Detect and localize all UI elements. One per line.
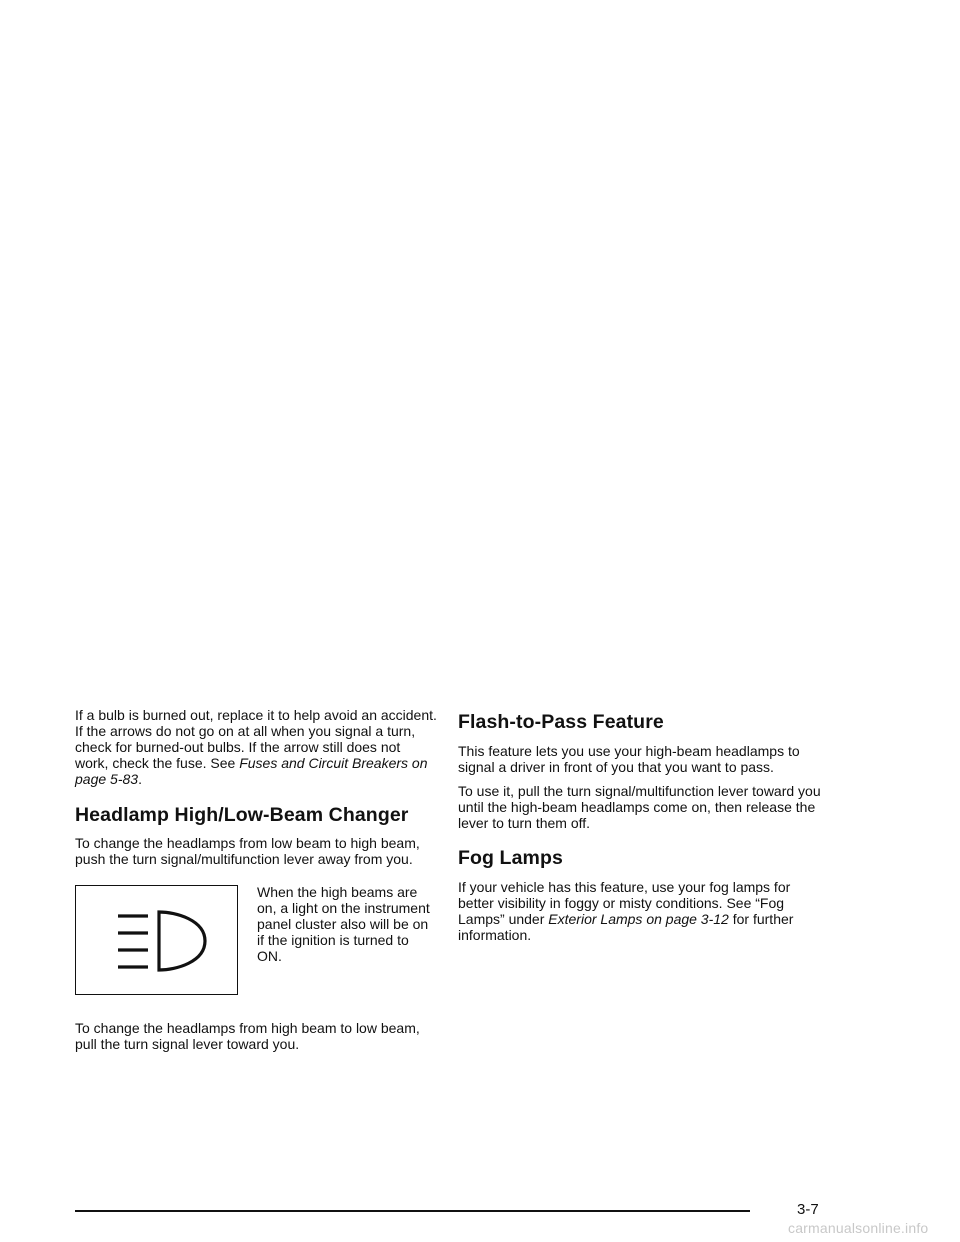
high-beam-paragraph: To change the headlamps from low beam to high beam, push the turn signal/multifunction lever away from you. bbox=[75, 835, 420, 867]
flash-to-pass-paragraph-2: To use it, pull the turn signal/multifunction lever toward you until the high-beam headlamps come on, then release the lever to turn them off. bbox=[458, 783, 821, 831]
fuses-reference-link[interactable]: Fuses and Circuit Breakers on page 5-83 bbox=[75, 755, 428, 787]
fog-lamps-paragraph bbox=[458, 879, 828, 943]
high-beam-icon-frame bbox=[75, 885, 238, 995]
bulb-text-end: . bbox=[138, 771, 142, 787]
footer-rule bbox=[75, 1210, 750, 1212]
fog-text-end: for further information. bbox=[458, 911, 794, 943]
right-column bbox=[458, 707, 828, 943]
high-beam-headlamp-icon bbox=[76, 886, 236, 993]
page-number: 3-7 bbox=[797, 1201, 819, 1218]
exterior-lamps-reference-link[interactable]: Exterior Lamps on page 3-12 bbox=[548, 911, 729, 927]
fog-text: If your vehicle has this feature, use your fog lamps for better visibility in foggy or misty conditions. See “Fog Lamps” under bbox=[458, 879, 791, 927]
high-beam-indicator-text: When the high beams are on, a light on the instrument panel cluster also will be on if the ignition is turned to ON. bbox=[257, 884, 430, 964]
fog-lamps-heading: Fog Lamps bbox=[458, 847, 563, 869]
headlamp-changer-heading: Headlamp High/Low-Beam Changer bbox=[75, 804, 409, 826]
high-beam-figure bbox=[75, 885, 437, 995]
bulb-paragraph bbox=[75, 707, 437, 787]
flash-to-pass-heading: Flash-to-Pass Feature bbox=[458, 711, 664, 733]
low-beam-paragraph: To change the headlamps from high beam to low beam, pull the turn signal lever toward you. bbox=[75, 1020, 420, 1052]
bulb-text: If a bulb is burned out, replace it to help avoid an accident. If the arrows do not go on at all when you signal a turn, check for burned-out bulbs. If the arrow still does not work, check the fuse. See bbox=[75, 707, 437, 771]
left-column bbox=[75, 707, 437, 1052]
flash-to-pass-paragraph-1: This feature lets you use your high-beam headlamps to signal a driver in front of you that you want to pass. bbox=[458, 743, 800, 775]
watermark: carmanualsonline.info bbox=[788, 1220, 929, 1236]
